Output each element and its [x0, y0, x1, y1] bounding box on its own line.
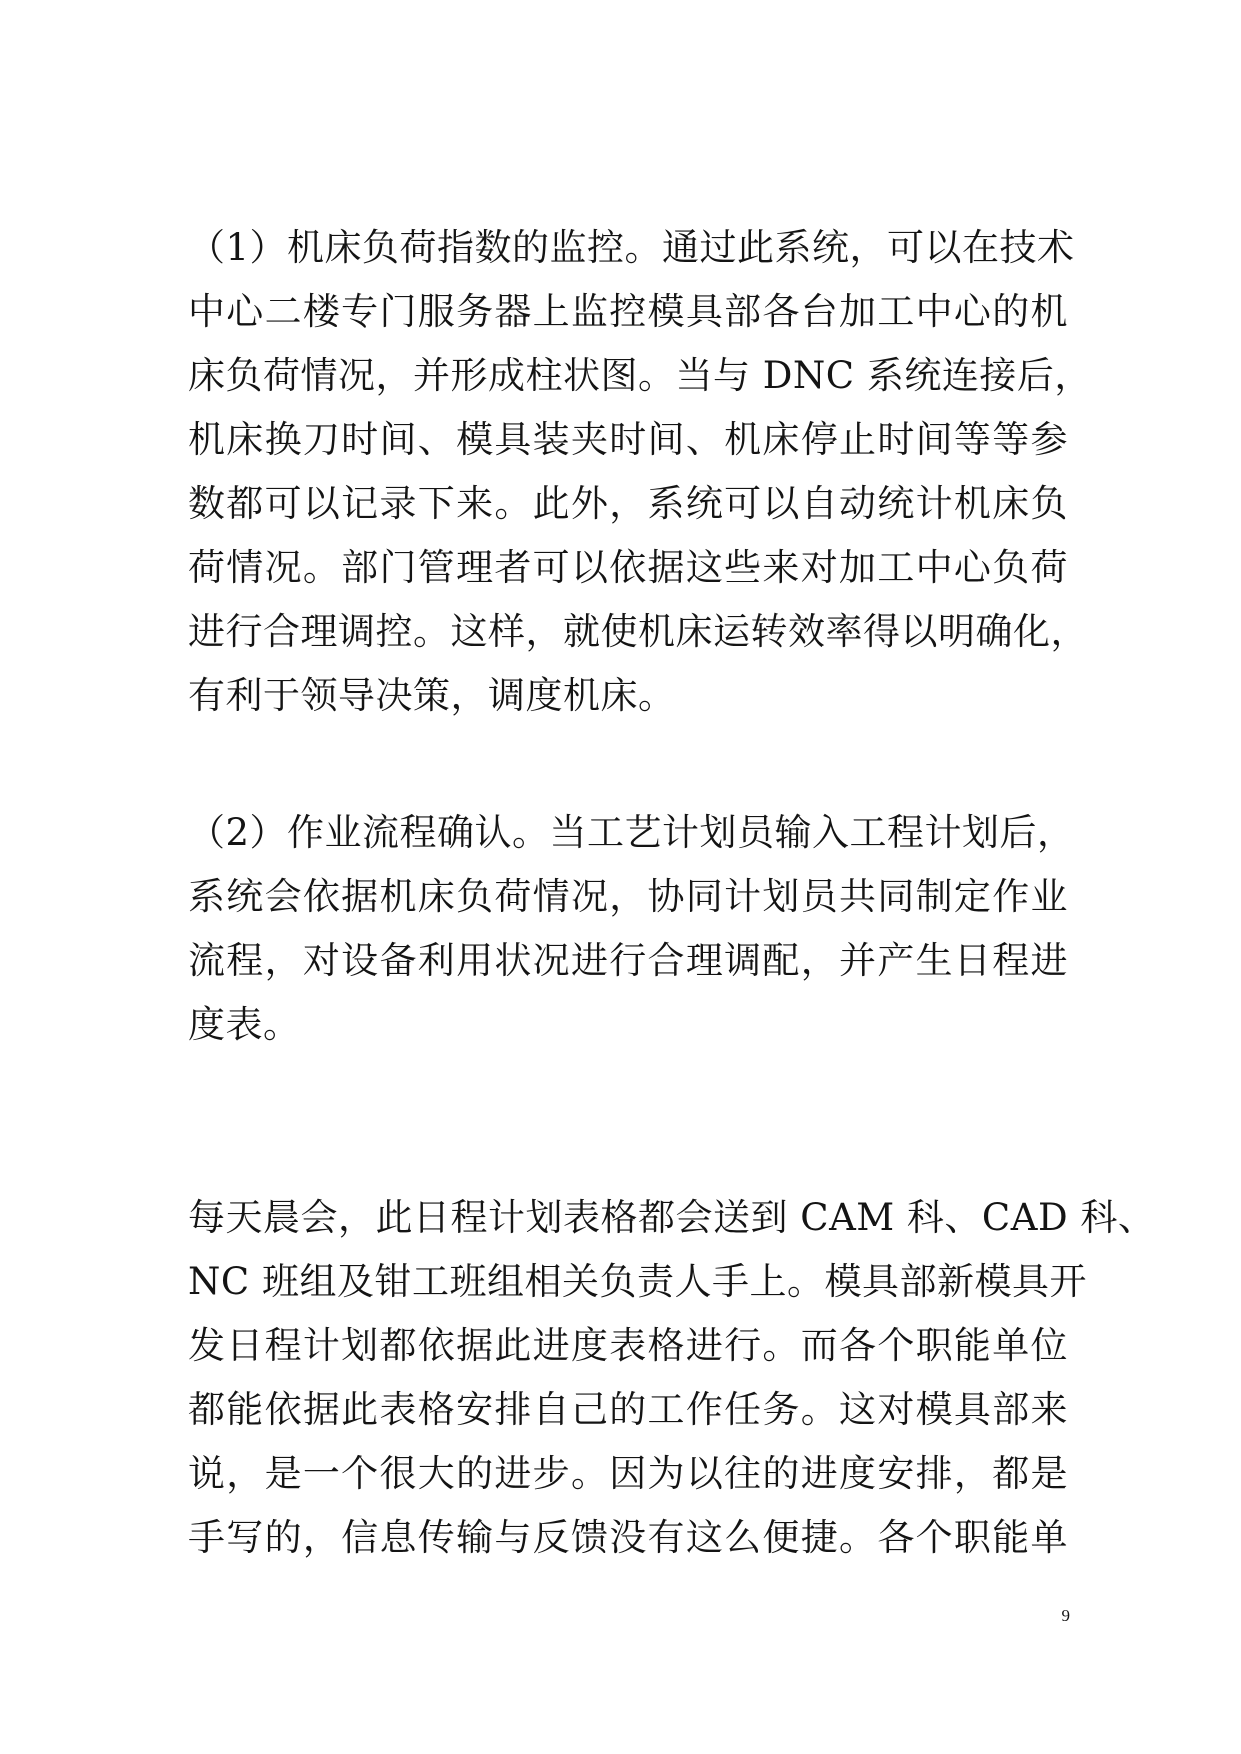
paragraph-line: 机床换刀时间、模具装夹时间、机床停止时间等等参: [188, 418, 1068, 461]
paragraph-line: 流程，对设备利用状况进行合理调配，并产生日程进: [188, 939, 1068, 982]
paragraph-line: 进行合理调控。这样，就使机床运转效率得以明确化，: [188, 610, 1088, 653]
paragraph-line: 发日程计划都依据此进度表格进行。而各个职能单位: [188, 1324, 1068, 1367]
paragraph-line: 中心二楼专门服务器上监控模具部各台加工中心的机: [188, 290, 1068, 333]
paragraph-line: 系统会依据机床负荷情况，协同计划员共同制定作业: [188, 875, 1068, 918]
paragraph-line: NC 班组及钳工班组相关负责人手上。模具部新模具开: [188, 1260, 1087, 1303]
paragraph-line: （2）作业流程确认。当工艺计划员输入工程计划后，: [188, 811, 1075, 854]
paragraph-machine-load-monitoring: [188, 216, 1092, 728]
page-number: 9: [1061, 1606, 1070, 1625]
paragraph-line: 有利于领导决策，调度机床。: [188, 674, 676, 717]
paragraph-line: 度表。: [188, 1003, 301, 1046]
paragraph-line: 说，是一个很大的进步。因为以往的进度安排，都是: [188, 1452, 1068, 1495]
paragraph-line: （1）机床负荷指数的监控。通过此系统，可以在技术: [188, 226, 1075, 269]
paragraph-line: 每天晨会，此日程计划表格都会送到 CAM 科、CAD 科、: [188, 1196, 1156, 1239]
paragraph-line: 都能依据此表格安排自己的工作任务。这对模具部来: [188, 1388, 1068, 1431]
paragraph-line: 手写的，信息传输与反馈没有这么便捷。各个职能单: [188, 1516, 1068, 1559]
paragraph-line: 荷情况。部门管理者可以依据这些来对加工中心负荷: [188, 546, 1068, 589]
paragraph-morning-meeting: [188, 1186, 1156, 1570]
paragraph-workflow-confirmation: [188, 801, 1075, 1057]
paragraph-line: 数都可以记录下来。此外，系统可以自动统计机床负: [188, 482, 1068, 525]
paragraph-line: 床负荷情况，并形成柱状图。当与 DNC 系统连接后，: [188, 354, 1092, 397]
